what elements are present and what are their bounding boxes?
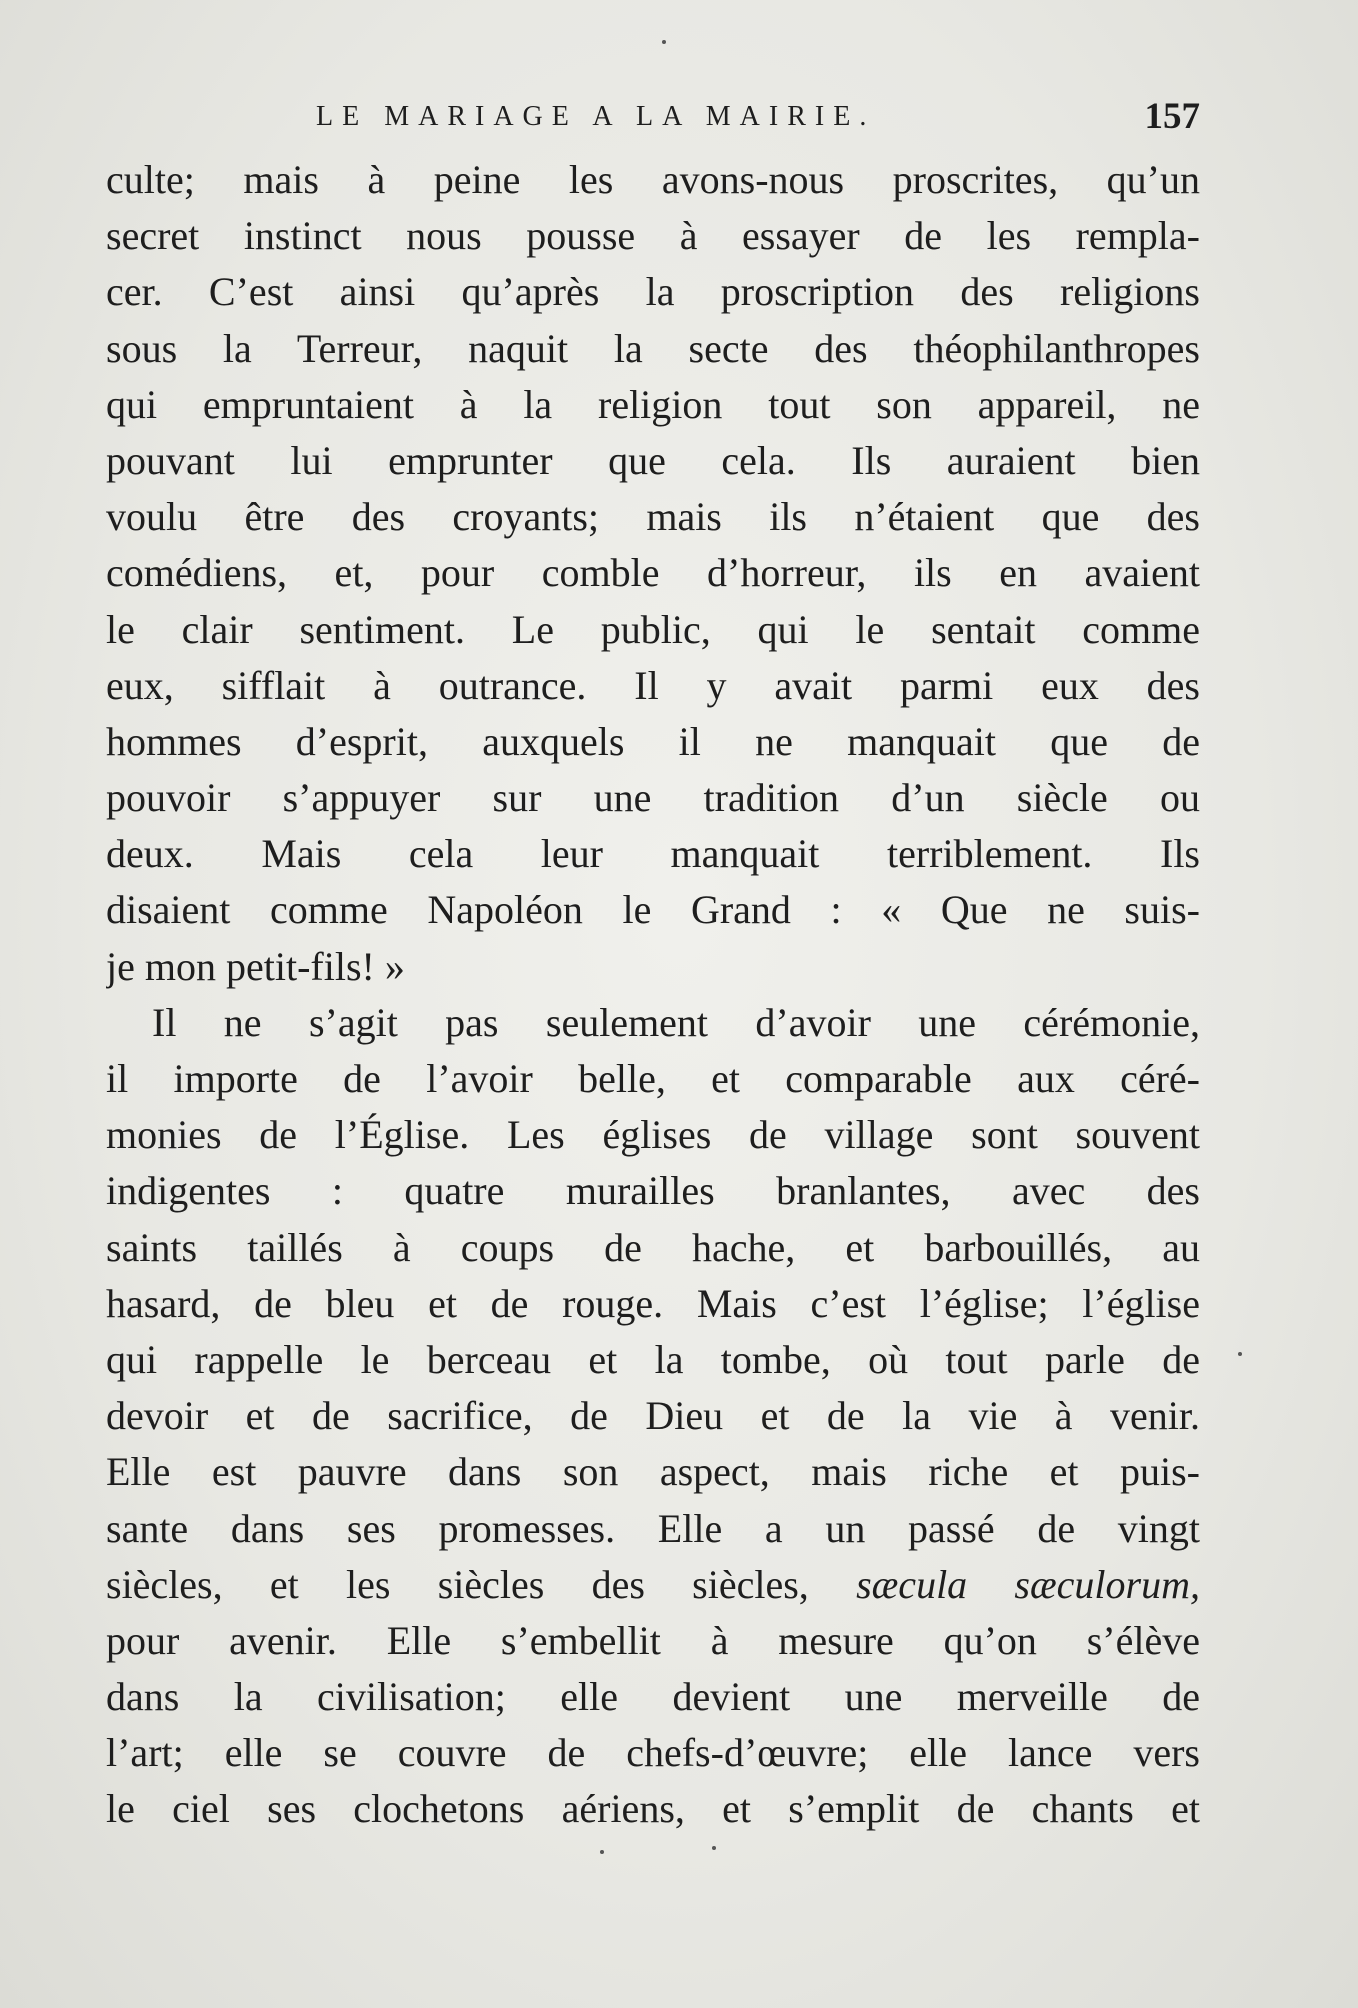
text-line: voulu être des croyants; mais ils n’étaient que des xyxy=(106,494,1200,540)
text-line: le ciel ses clochetons aériens, et s’emplit de chants et xyxy=(106,1786,1200,1832)
print-speck xyxy=(712,1846,716,1850)
text-line: Elle est pauvre dans son aspect, mais riche et puis- xyxy=(106,1449,1200,1495)
text-line: culte; mais à peine les avons-nous proscrites, qu’un xyxy=(106,157,1200,202)
text-line: pour avenir. Elle s’embellit à mesure qu’on s’élève xyxy=(106,1617,1200,1663)
page-number: 157 xyxy=(1144,96,1200,137)
print-speck xyxy=(600,1850,604,1854)
text-line: monies de l’Église. Les églises de village sont souvent xyxy=(106,1112,1200,1158)
text-line: secret instinct nous pousse à essayer de les rempla- xyxy=(106,213,1200,259)
text-line: disaient comme Napoléon le Grand : « Que ne suis- xyxy=(106,887,1200,933)
text-line: dans la civilisation; elle devient une merveille de xyxy=(106,1674,1200,1720)
text-line: pouvant lui emprunter que cela. Ils auraient bien xyxy=(106,437,1200,483)
italic-latin-phrase: sæcula sæculorum, xyxy=(856,1561,1200,1607)
text-line: qui rappelle le berceau et la tombe, où tout parle de xyxy=(106,1336,1200,1382)
text-line: hasard, de bleu et de rouge. Mais c’est l’église; l’église xyxy=(106,1280,1200,1326)
text-line: comédiens, et, pour comble d’horreur, ils en avaient xyxy=(106,550,1200,596)
text-line: hommes d’esprit, auxquels il ne manquait que de xyxy=(106,718,1200,764)
text-line: pouvoir s’appuyer sur une tradition d’un siècle ou xyxy=(106,775,1200,821)
text-line: eux, sifflait à outrance. Il y avait parmi eux des xyxy=(106,662,1200,708)
paragraph-start-line: Il ne s’agit pas seulement d’avoir une cérémonie, xyxy=(152,999,1200,1045)
text-line: le clair sentiment. Le public, qui le sentait comme xyxy=(106,606,1200,652)
body-text xyxy=(106,152,1200,1838)
text-line: cer. C’est ainsi qu’après la proscription des religions xyxy=(106,269,1200,315)
print-speck xyxy=(1238,1352,1242,1356)
text-line-with-italic xyxy=(106,1557,1200,1613)
paragraph-end-line: je mon petit-fils! » xyxy=(106,943,405,989)
page-header xyxy=(106,92,1200,142)
text-segment: siècles, et les siècles des siècles, xyxy=(106,1561,857,1607)
text-line: indigentes : quatre murailles branlantes, avec des xyxy=(106,1168,1200,1214)
text-line: il importe de l’avoir belle, et comparable aux céré- xyxy=(106,1056,1200,1101)
text-line: devoir et de sacrifice, de Dieu et de la vie à venir. xyxy=(106,1393,1200,1439)
text-line: sous la Terreur, naquit la secte des théophilanthropes xyxy=(106,325,1200,371)
print-speck xyxy=(662,40,666,44)
text-line: l’art; elle se couvre de chefs-d’œuvre; elle lance vers xyxy=(106,1730,1200,1776)
running-head: LE MARIAGE A LA MAIRIE. xyxy=(316,101,876,132)
text-line: qui empruntaient à la religion tout son appareil, ne xyxy=(106,381,1200,427)
text-line: saints taillés à coups de hache, et barbouillés, au xyxy=(106,1224,1200,1270)
text-line: sante dans ses promesses. Elle a un passé de vingt xyxy=(106,1505,1200,1551)
text-line: deux. Mais cela leur manquait terriblement. Ils xyxy=(106,831,1200,877)
